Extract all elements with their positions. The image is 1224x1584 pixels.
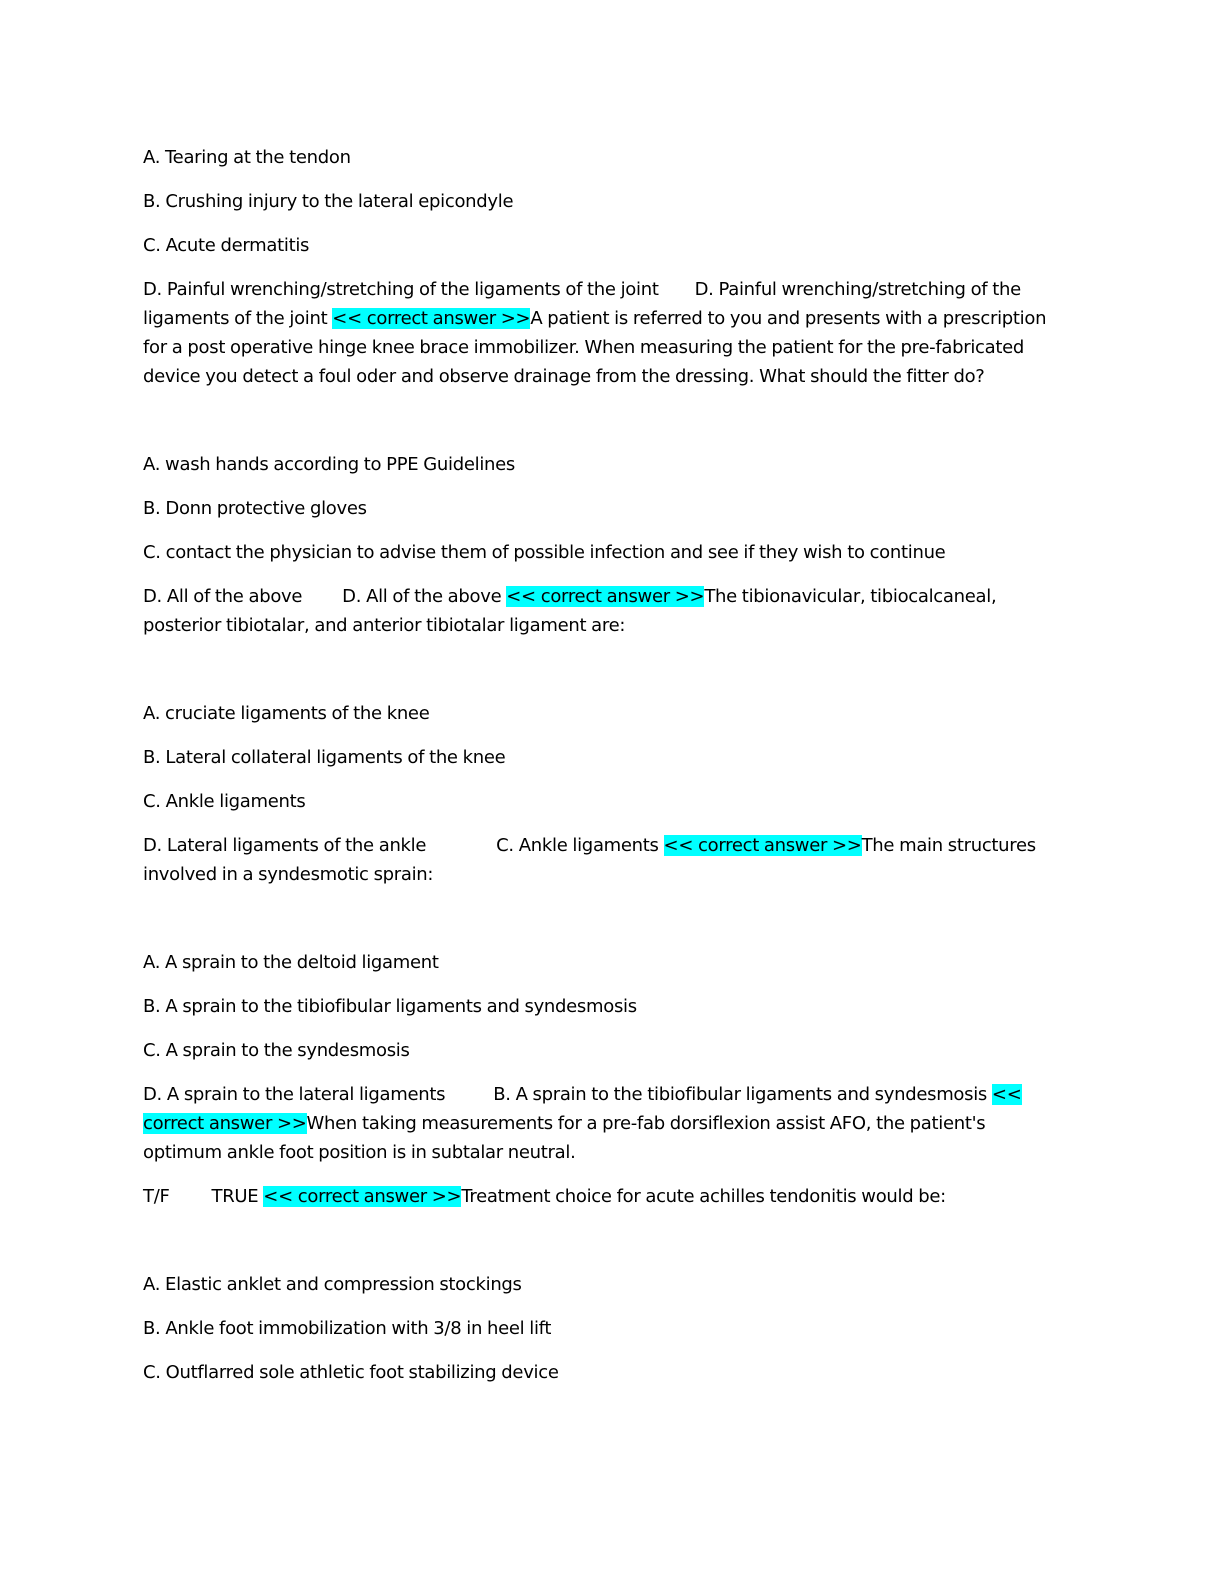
q5-question: When taking measurements for a pre-fab dorsiflexion assist AFO, the patient's optimum ankle foot position is in subtalar neutral. — [143, 1113, 986, 1163]
q6-question: Treatment choice for acute achilles tendonitis would be: — [461, 1186, 946, 1207]
q1-answer: D. Painful wrenching/stretching of the ligaments of the joint — [143, 279, 1021, 329]
q1-answer-block — [143, 275, 1063, 391]
document-page — [143, 143, 1063, 1402]
q5-correct-marker: << correct answer >> — [263, 1186, 462, 1207]
q4-correct-marker-end: correct answer >> — [143, 1113, 307, 1134]
q2-option-a: A. wash hands according to PPE Guidelines — [143, 454, 515, 475]
q4-correct-marker-start: << — [991, 1084, 1022, 1105]
q6-option-c: C. Outflarred sole athletic foot stabilizing device — [143, 1362, 559, 1383]
q4-answer-block — [143, 1080, 1063, 1167]
q3-option-b: B. Lateral collateral ligaments of the knee — [143, 747, 506, 768]
q3-answer-block — [143, 831, 1063, 889]
q4-answer: B. A sprain to the tibiofibular ligaments and syndesmosis — [493, 1084, 987, 1105]
q3-option-d: D. Lateral ligaments of the ankle — [143, 835, 427, 856]
q1-option-c: C. Acute dermatitis — [143, 235, 310, 256]
q2-answer-block — [143, 582, 1063, 640]
q5-type-label: T/F — [143, 1186, 170, 1207]
q3-option-a: A. cruciate ligaments of the knee — [143, 703, 430, 724]
q4-question: The main structures involved in a syndesmotic sprain: — [143, 835, 1036, 885]
q3-correct-marker: << correct answer >> — [663, 835, 862, 856]
q6-option-a: A. Elastic anklet and compression stockings — [143, 1274, 522, 1295]
q3-option-c: C. Ankle ligaments — [143, 791, 306, 812]
q2-answer: D. All of the above — [342, 586, 502, 607]
q2-question: A patient is referred to you and presents with a prescription for a post operative hinge knee brace immobilizer. When measuring the patient for the pre-fabricated device you detect a foul oder and observe drainage from the dressing. What should the fitter do? — [143, 308, 1047, 387]
q1-option-b: B. Crushing injury to the lateral epicondyle — [143, 191, 514, 212]
q2-option-c: C. contact the physician to advise them of possible infection and see if they wish to continue — [143, 542, 946, 563]
q2-option-d: D. All of the above — [143, 586, 303, 607]
q4-option-a: A. A sprain to the deltoid ligament — [143, 952, 439, 973]
q3-question: The tibionavicular, tibiocalcaneal, posterior tibiotalar, and anterior tibiotalar ligament are: — [143, 586, 997, 636]
q4-option-c: C. A sprain to the syndesmosis — [143, 1040, 410, 1061]
q5-answer-block — [143, 1182, 1063, 1211]
q5-answer: TRUE — [211, 1186, 259, 1207]
q1-correct-marker: << correct answer >> — [332, 308, 531, 329]
q2-option-b: B. Donn protective gloves — [143, 498, 367, 519]
q4-option-b: B. A sprain to the tibiofibular ligaments and syndesmosis — [143, 996, 637, 1017]
q4-option-d: D. A sprain to the lateral ligaments — [143, 1084, 446, 1105]
q1-option-d: D. Painful wrenching/stretching of the ligaments of the joint — [143, 279, 659, 300]
q6-option-b: B. Ankle foot immobilization with 3/8 in heel lift — [143, 1318, 552, 1339]
q1-option-a: A. Tearing at the tendon — [143, 147, 351, 168]
q3-answer: C. Ankle ligaments — [496, 835, 659, 856]
q2-correct-marker: << correct answer >> — [506, 586, 705, 607]
